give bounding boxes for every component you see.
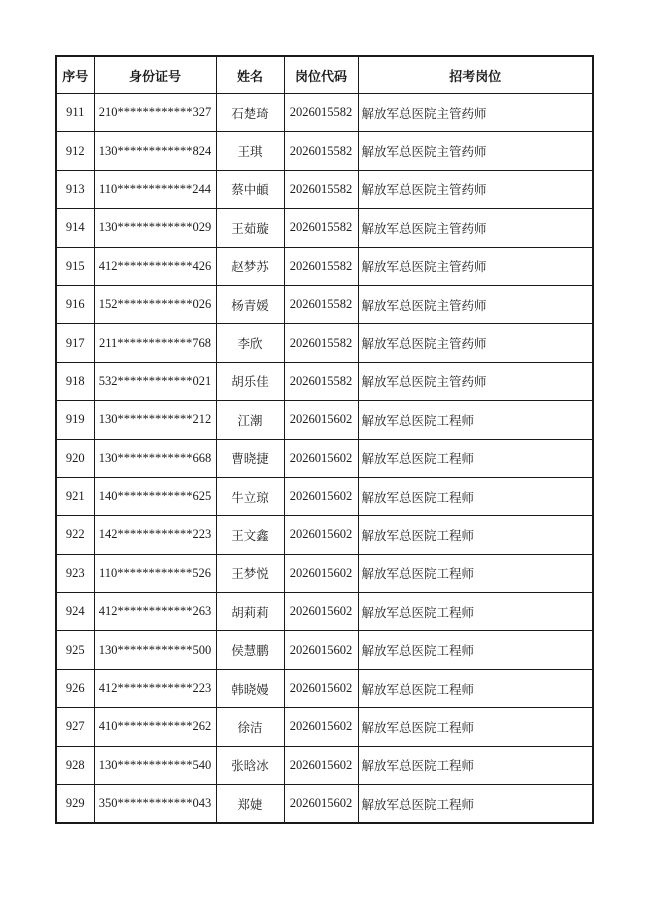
cell-position-title: 解放军总医院工程师 [358,477,593,515]
cell-position-title: 解放军总医院工程师 [358,785,593,824]
cell-serial-number: 926 [56,669,94,707]
cell-serial-number: 912 [56,132,94,170]
cell-position-code: 2026015582 [284,285,358,323]
cell-serial-number: 929 [56,785,94,824]
cell-id-number: 130************668 [94,439,216,477]
cell-id-number: 140************625 [94,477,216,515]
cell-name: 李欣 [216,324,284,362]
cell-position-code: 2026015602 [284,439,358,477]
cell-name: 胡乐佳 [216,362,284,400]
cell-name: 王茹璇 [216,209,284,247]
cell-position-code: 2026015582 [284,132,358,170]
column-header-serial-number: 序号 [56,56,94,94]
table-row [56,593,593,631]
cell-position-code: 2026015602 [284,746,358,784]
cell-id-number: 210************327 [94,94,216,132]
table-row [56,247,593,285]
table-body [56,94,593,824]
cell-serial-number: 919 [56,401,94,439]
cell-position-code: 2026015602 [284,631,358,669]
cell-name: 赵梦苏 [216,247,284,285]
table-row [56,132,593,170]
cell-position-code: 2026015602 [284,554,358,592]
cell-id-number: 130************212 [94,401,216,439]
cell-name: 胡莉莉 [216,593,284,631]
cell-id-number: 130************500 [94,631,216,669]
cell-position-title: 解放军总医院工程师 [358,439,593,477]
cell-serial-number: 917 [56,324,94,362]
cell-serial-number: 911 [56,94,94,132]
table-row [56,554,593,592]
cell-serial-number: 928 [56,746,94,784]
cell-position-code: 2026015582 [284,362,358,400]
cell-id-number: 130************540 [94,746,216,784]
cell-name: 牛立琼 [216,477,284,515]
cell-position-code: 2026015602 [284,401,358,439]
cell-name: 张晗冰 [216,746,284,784]
table-row [56,477,593,515]
cell-id-number: 412************263 [94,593,216,631]
table-row [56,669,593,707]
table-row [56,94,593,132]
cell-name: 蔡中頔 [216,170,284,208]
cell-position-title: 解放军总医院工程师 [358,401,593,439]
cell-position-code: 2026015582 [284,94,358,132]
cell-id-number: 350************043 [94,785,216,824]
cell-name: 韩晓嫚 [216,669,284,707]
recruitment-roster-table [55,55,594,824]
cell-position-title: 解放军总医院工程师 [358,708,593,746]
cell-name: 王梦悦 [216,554,284,592]
cell-name: 曹晓捷 [216,439,284,477]
cell-id-number: 532************021 [94,362,216,400]
cell-name: 郑婕 [216,785,284,824]
cell-position-title: 解放军总医院主管药师 [358,132,593,170]
cell-id-number: 152************026 [94,285,216,323]
cell-position-code: 2026015602 [284,477,358,515]
cell-name: 王琪 [216,132,284,170]
cell-serial-number: 916 [56,285,94,323]
cell-id-number: 110************244 [94,170,216,208]
cell-id-number: 142************223 [94,516,216,554]
cell-name: 侯慧鹏 [216,631,284,669]
table-row [56,746,593,784]
cell-position-title: 解放军总医院工程师 [358,631,593,669]
cell-name: 石楚琦 [216,94,284,132]
cell-serial-number: 921 [56,477,94,515]
cell-position-code: 2026015582 [284,324,358,362]
cell-id-number: 110************526 [94,554,216,592]
cell-serial-number: 914 [56,209,94,247]
table-row [56,401,593,439]
table-row [56,708,593,746]
cell-position-code: 2026015602 [284,593,358,631]
cell-name: 江潮 [216,401,284,439]
cell-position-title: 解放军总医院主管药师 [358,285,593,323]
table-row [56,324,593,362]
table-row [56,516,593,554]
cell-position-title: 解放军总医院主管药师 [358,247,593,285]
column-header-position-title: 招考岗位 [358,56,593,94]
cell-position-title: 解放军总医院工程师 [358,746,593,784]
cell-position-code: 2026015602 [284,785,358,824]
table-row [56,170,593,208]
column-header-id-number: 身份证号 [94,56,216,94]
cell-id-number: 412************426 [94,247,216,285]
cell-position-code: 2026015582 [284,209,358,247]
cell-serial-number: 923 [56,554,94,592]
cell-position-code: 2026015602 [284,516,358,554]
cell-serial-number: 922 [56,516,94,554]
cell-position-code: 2026015582 [284,170,358,208]
column-header-name: 姓名 [216,56,284,94]
cell-position-title: 解放军总医院工程师 [358,516,593,554]
cell-serial-number: 913 [56,170,94,208]
cell-id-number: 412************223 [94,669,216,707]
cell-position-title: 解放军总医院工程师 [358,593,593,631]
table-header-row [56,56,593,94]
cell-name: 徐洁 [216,708,284,746]
cell-serial-number: 925 [56,631,94,669]
cell-position-title: 解放军总医院主管药师 [358,94,593,132]
cell-serial-number: 915 [56,247,94,285]
cell-name: 杨青媛 [216,285,284,323]
cell-position-title: 解放军总医院主管药师 [358,362,593,400]
cell-id-number: 410************262 [94,708,216,746]
column-header-position-code: 岗位代码 [284,56,358,94]
cell-position-code: 2026015582 [284,247,358,285]
cell-position-title: 解放军总医院主管药师 [358,209,593,247]
cell-serial-number: 927 [56,708,94,746]
cell-position-title: 解放军总医院工程师 [358,554,593,592]
cell-id-number: 211************768 [94,324,216,362]
cell-position-code: 2026015602 [284,708,358,746]
table-row [56,631,593,669]
table-row [56,362,593,400]
cell-id-number: 130************029 [94,209,216,247]
table-row [56,439,593,477]
table-row [56,209,593,247]
cell-serial-number: 918 [56,362,94,400]
cell-position-title: 解放军总医院主管药师 [358,324,593,362]
cell-serial-number: 920 [56,439,94,477]
cell-position-title: 解放军总医院工程师 [358,669,593,707]
cell-name: 王文鑫 [216,516,284,554]
cell-id-number: 130************824 [94,132,216,170]
cell-position-title: 解放军总医院主管药师 [358,170,593,208]
table-row [56,285,593,323]
cell-position-code: 2026015602 [284,669,358,707]
cell-serial-number: 924 [56,593,94,631]
table-row [56,785,593,824]
